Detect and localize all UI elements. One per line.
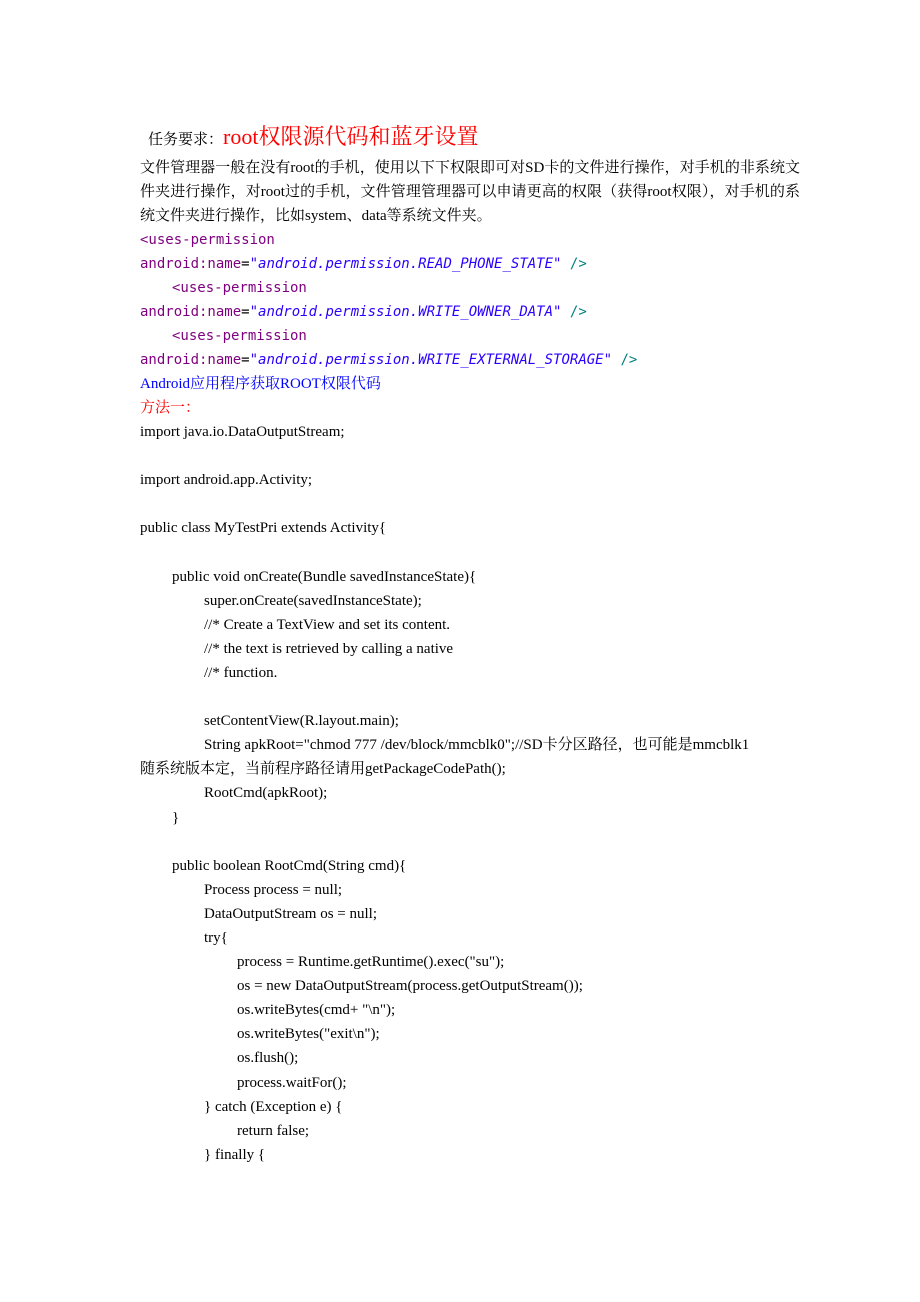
code-line: 随系统版本定，当前程序路径请用getPackageCodePath(); bbox=[140, 761, 506, 778]
code-line: try{ bbox=[204, 929, 228, 946]
code-block bbox=[140, 420, 800, 1167]
code-line: DataOutputStream os = null; bbox=[204, 905, 378, 922]
code-line: os = new DataOutputStream(process.getOutputStream()); bbox=[237, 978, 583, 995]
task-title-main: root权限源代码和蓝牙设置 bbox=[223, 124, 479, 149]
code-line: return false; bbox=[237, 1122, 310, 1139]
code-line bbox=[140, 444, 800, 468]
code-line bbox=[140, 540, 800, 564]
permission-attr-line: android:name="android.permission.WRITE_OWNER_DATA" /> bbox=[140, 304, 587, 320]
code-line: public class MyTestPri extends Activity{ bbox=[140, 520, 387, 537]
code-line bbox=[140, 830, 800, 854]
code-line: Process process = null; bbox=[204, 881, 343, 898]
section-heading: Android应用程序获取ROOT权限代码 bbox=[140, 376, 381, 392]
permissions-block bbox=[140, 228, 800, 372]
permission-tag-line: <uses-permission bbox=[172, 328, 307, 344]
code-line: public void onCreate(Bundle savedInstanceState){ bbox=[172, 568, 477, 585]
code-line: } bbox=[172, 809, 180, 826]
code-line: } finally { bbox=[204, 1146, 266, 1163]
intro-paragraph: 文件管理器一般在没有root的手机，使用以下下权限即可对SD卡的文件进行操作，对手机的非系统文件夹进行操作，对root过的手机，文件管理管理器可以申请更高的权限（获得root权限），对手机的系统文件夹进行操作，比如system、data等系统文件夹。 bbox=[140, 160, 800, 224]
code-line: //* function. bbox=[204, 664, 278, 681]
code-line: setContentView(R.layout.main); bbox=[204, 713, 399, 730]
code-line: os.writeBytes("exit\n"); bbox=[237, 1026, 380, 1043]
code-line: } catch (Exception e) { bbox=[204, 1098, 343, 1115]
code-line: process.waitFor(); bbox=[237, 1074, 347, 1091]
method-heading: 方法一： bbox=[140, 400, 201, 416]
permission-tag-line: <uses-permission bbox=[140, 232, 275, 248]
permission-attr-line: android:name="android.permission.READ_PHONE_STATE" /> bbox=[140, 256, 587, 272]
code-line: os.writeBytes(cmd+ "\n"); bbox=[237, 1002, 396, 1019]
code-line: RootCmd(apkRoot); bbox=[204, 785, 328, 802]
task-title bbox=[140, 118, 800, 156]
code-line: process = Runtime.getRuntime().exec("su"); bbox=[237, 954, 505, 971]
code-line: //* the text is retrieved by calling a native bbox=[204, 640, 454, 657]
permission-tag-line: <uses-permission bbox=[172, 280, 307, 296]
code-line: import android.app.Activity; bbox=[140, 472, 313, 489]
code-line bbox=[140, 492, 800, 516]
code-line: os.flush(); bbox=[237, 1050, 299, 1067]
code-line: super.onCreate(savedInstanceState); bbox=[204, 592, 422, 609]
document-page bbox=[140, 118, 800, 1167]
code-line: String apkRoot="chmod 777 /dev/block/mmcblk0";//SD卡分区路径，也可能是mmcblk1 bbox=[204, 737, 750, 754]
code-line: public boolean RootCmd(String cmd){ bbox=[172, 857, 407, 874]
permission-attr-line: android:name="android.permission.WRITE_EXTERNAL_STORAGE" /> bbox=[140, 352, 638, 368]
code-line: import java.io.DataOutputStream; bbox=[140, 424, 345, 440]
code-line: //* Create a TextView and set its content. bbox=[204, 616, 451, 633]
task-title-label: 任务要求： bbox=[148, 132, 224, 148]
code-line bbox=[140, 685, 800, 709]
